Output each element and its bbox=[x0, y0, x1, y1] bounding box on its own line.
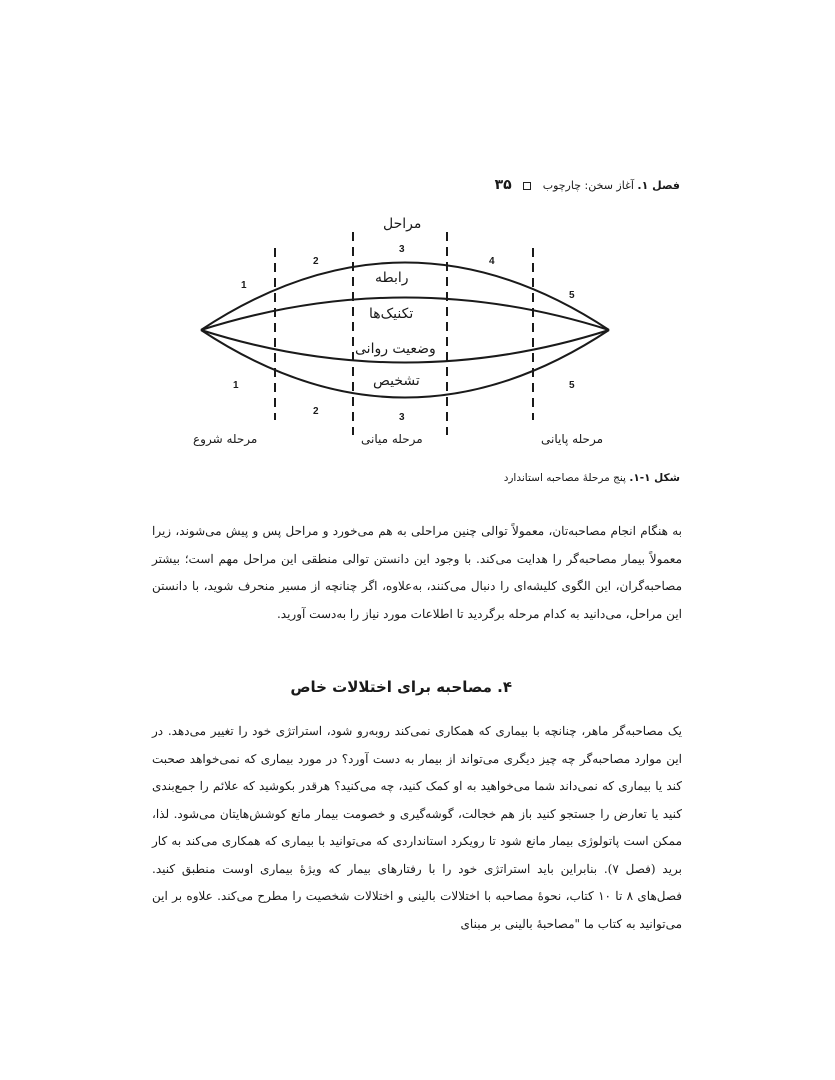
paragraph-1: به هنگام انجام مصاحبه‌تان، معمولاً توالی چنین مراحلی به هم می‌خورد و مراحل پس و پیش می‌شوند، زیرا معمولاً بیمار مصاحبه‌گر را هدایت می‌کند. با وجود این دانستن توالی منطقی این مراحل مهم است؛ بیشتر مصاحبه‌گران، این الگوی کلیشه‌ای را دنبال می‌کنند، به‌علاوه، اگر چنانچه از مسیر منحرف شوید، با دانستن این مراحل، می‌دانید به کدام مرحله برگردید تا اطلاعات مورد نیاز را به‌دست آورید. bbox=[152, 524, 682, 621]
page-number: ۳۵ bbox=[494, 177, 512, 193]
segment-number-4-top: 4 bbox=[489, 256, 495, 267]
chapter-number: فصل ۱. bbox=[637, 179, 680, 192]
segment-number-1-bottom: 1 bbox=[233, 380, 239, 391]
label-rapport: رابطه bbox=[375, 270, 409, 286]
segment-number-5-top: 5 bbox=[569, 290, 575, 301]
stage-label-middle: مرحله میانی bbox=[361, 432, 423, 446]
caption-label: شکل ۱-۱. bbox=[629, 472, 680, 484]
figure-caption bbox=[155, 470, 680, 486]
segment-number-3-bottom: 3 bbox=[399, 412, 405, 423]
label-techniques: تکنیک‌ها bbox=[369, 306, 414, 322]
section-heading: ۴. مصاحبه برای اختلالات خاص bbox=[290, 678, 512, 697]
stages-diagram bbox=[185, 210, 625, 460]
caption-text: پنج مرحلهٔ مصاحبه استاندارد bbox=[503, 472, 626, 484]
segment-number-5-bottom: 5 bbox=[569, 380, 575, 391]
figure-title: مراحل bbox=[383, 216, 422, 232]
chapter-title: آغاز سخن: چارچوب bbox=[542, 179, 634, 192]
running-head bbox=[150, 175, 680, 195]
stage-label-end: مرحله پایانی bbox=[541, 432, 604, 446]
segment-number-3-top: 3 bbox=[399, 244, 405, 255]
label-diagnosis: تشخیص bbox=[373, 373, 420, 389]
interview-stages-figure bbox=[185, 210, 625, 460]
segment-number-2-top: 2 bbox=[313, 256, 319, 267]
square-ornament-icon bbox=[523, 182, 531, 190]
segment-number-1-top: 1 bbox=[241, 280, 247, 291]
paragraph-2: یک مصاحبه‌گر ماهر، چنانچه با بیماری که همکاری نمی‌کند روبه‌رو شود، استراتژی خود را تغییر می‌دهد. در این موارد مصاحبه‌گر چه چیز دیگری می‌تواند از بیمار به دست آورد؟ در مورد بیماری که نمی‌خواهد صحبت کند یا بیماری که نمی‌داند شما می‌خواهید به او کمک کنید، چه می‌کنید؟ هرقدر بکوشید که علائم را جمع‌بندی کنید یا تعارض را جستجو کنید باز هم خجالت، گوشه‌گیری و خصومت بیمار مانع کوشش‌هایتان می‌شود. لذا، ممکن است پاتولوژی بیمار مانع شود تا رویکرد استانداردی که می‌توانید با بیماری که همکاری می‌کند به کار برید (فصل ۷). بنابراین باید استراتژی خود را با رفتارهای بیمار که ویژهٔ بیماری اوست منطبق کنید. فصل‌های ۸ تا ۱۰ کتاب، نحوهٔ مصاحبه با اختلالات بالینی و اختلالات شخصیت را مطرح می‌کند. علاوه بر این می‌توانید به کتاب ما "مصاحبهٔ بالینی بر مبنای bbox=[152, 724, 683, 931]
label-mental-status: وضعیت روانی bbox=[355, 341, 436, 357]
stage-label-start: مرحله شروع bbox=[193, 432, 258, 446]
segment-number-2-bottom: 2 bbox=[313, 406, 319, 417]
